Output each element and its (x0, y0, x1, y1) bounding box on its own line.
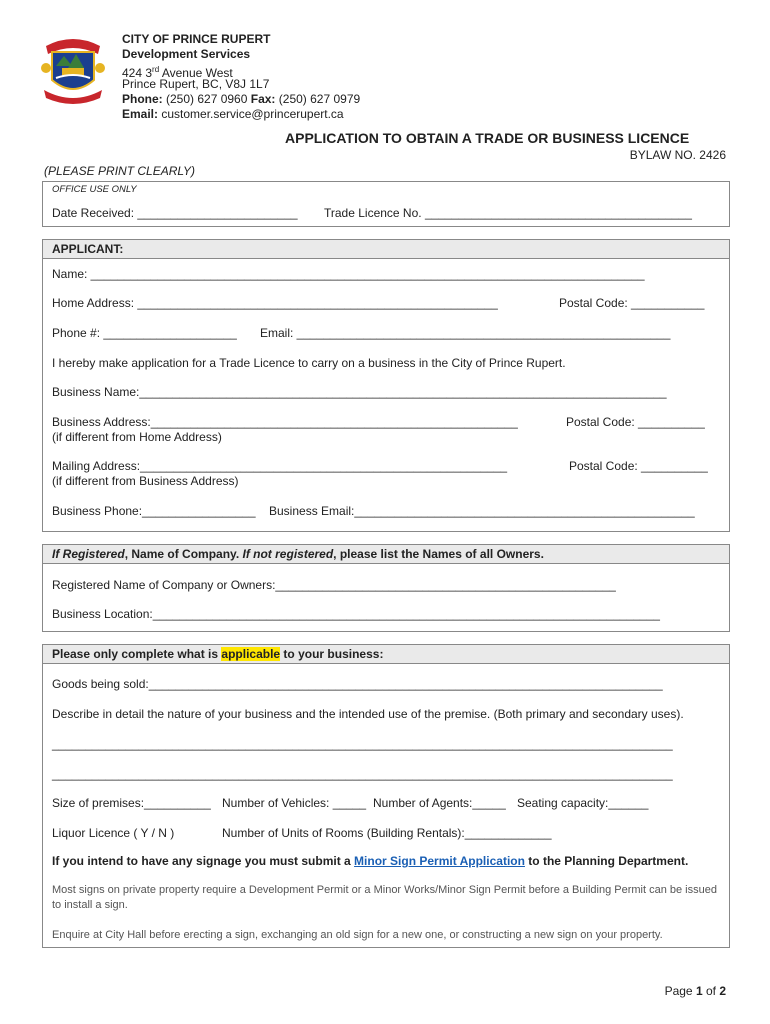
declaration-text: I hereby make application for a Trade Licence to carry on a business in the City of Prince Rupert. (52, 356, 566, 370)
minor-sign-permit-link[interactable]: Minor Sign Permit Application (354, 854, 525, 868)
goods-sold-field[interactable]: Goods being sold:_____________________________________________________________________________ (52, 677, 663, 691)
city-postal-line: Prince Rupert, BC, V8J 1L7 (122, 77, 270, 91)
city-name: CITY OF PRINCE RUPERT (122, 32, 271, 46)
phone-field[interactable]: Phone #: ____________________ (52, 326, 237, 340)
home-postal-code-field[interactable]: Postal Code: ___________ (559, 296, 705, 310)
applicant-section (42, 239, 730, 532)
date-received-field[interactable]: Date Received: ________________________ (52, 206, 298, 220)
name-field[interactable]: Name: ___________________________________________________________________________________ (52, 267, 645, 281)
business-location-field[interactable]: Business Location:____________________________________________________________________________ (52, 607, 660, 621)
business-address-note: (if different from Home Address) (52, 430, 222, 444)
business-details-heading: Please only complete what is applicable to your business: (52, 647, 384, 661)
signage-permit-note: Most signs on private property require a Development Permit or a Minor Works/Minor Sign Permit before a Building Permit can be issued to install a sign. (52, 884, 717, 911)
business-email-field[interactable]: Business Email:___________________________________________________ (269, 504, 695, 518)
describe-business-prompt: Describe in detail the nature of your business and the intended use of the premise. (Both primary and secondary uses). (52, 707, 684, 721)
size-of-premises-field[interactable]: Size of premises:__________ (52, 796, 211, 810)
mailing-postal-code-field[interactable]: Postal Code: __________ (569, 459, 708, 473)
business-postal-code-field[interactable]: Postal Code: __________ (566, 415, 705, 429)
company-section (42, 544, 730, 632)
street-address: 424 3rd Avenue West (122, 65, 233, 80)
bylaw-number: BYLAW NO. 2426 (629, 148, 726, 162)
applicant-header-bar (43, 240, 729, 259)
phone-fax-line: Phone: (250) 627 0960 Fax: (250) 627 0979 (122, 92, 361, 106)
mailing-address-field[interactable]: Mailing Address:_______________________________________________________ (52, 459, 508, 473)
print-clearly-note: (PLEASE PRINT CLEARLY) (44, 164, 195, 178)
home-address-field[interactable]: Home Address: ______________________________________________________ (52, 296, 498, 310)
office-use-label: OFFICE USE ONLY (52, 184, 137, 195)
number-of-agents-field[interactable]: Number of Agents:_____ (373, 796, 506, 810)
trade-licence-number-field[interactable]: Trade Licence No. ________________________________________ (324, 206, 692, 220)
city-hall-enquiry-note: Enquire at City Hall before erecting a sign, exchanging an old sign for a new one, or constructing a new sign on your property. (52, 929, 663, 941)
page-indicator: Page 1 of 2 (664, 984, 726, 998)
business-address-field[interactable]: Business Address:_______________________________________________________ (52, 415, 518, 429)
description-line-2[interactable]: _____________________________________________________________________________________________ (52, 767, 673, 781)
signage-notice: If you intend to have any signage you must submit a Minor Sign Permit Application to the Planning Department. (52, 854, 689, 868)
liquor-licence-field[interactable]: Liquor Licence ( Y / N ) (52, 826, 175, 840)
applicant-heading: APPLICANT: (52, 242, 124, 256)
company-heading: If Registered, Name of Company. If not registered, please list the Names of all Owners. (52, 547, 544, 561)
business-phone-field[interactable]: Business Phone:_________________ (52, 504, 256, 518)
form-title: APPLICATION TO OBTAIN A TRADE OR BUSINESS LICENCE (285, 130, 690, 146)
seating-capacity-field[interactable]: Seating capacity:______ (517, 796, 649, 810)
description-line-1[interactable]: _____________________________________________________________________________________________ (52, 737, 673, 751)
email-field[interactable]: Email: ________________________________________________________ (260, 326, 671, 340)
business-details-section (42, 644, 730, 948)
email-line: Email: customer.service@princerupert.ca (122, 107, 344, 121)
number-of-vehicles-field[interactable]: Number of Vehicles: _____ (222, 796, 367, 810)
office-use-section (42, 181, 730, 227)
city-crest-logo (38, 32, 108, 108)
mailing-address-note: (if different from Business Address) (52, 474, 239, 488)
business-name-field[interactable]: Business Name:_______________________________________________________________________________ (52, 385, 667, 399)
number-of-units-field[interactable]: Number of Units of Rooms (Building Rentals):_____________ (222, 826, 552, 840)
department-name: Development Services (122, 47, 251, 61)
registered-name-field[interactable]: Registered Name of Company or Owners:___________________________________________________ (52, 578, 616, 592)
